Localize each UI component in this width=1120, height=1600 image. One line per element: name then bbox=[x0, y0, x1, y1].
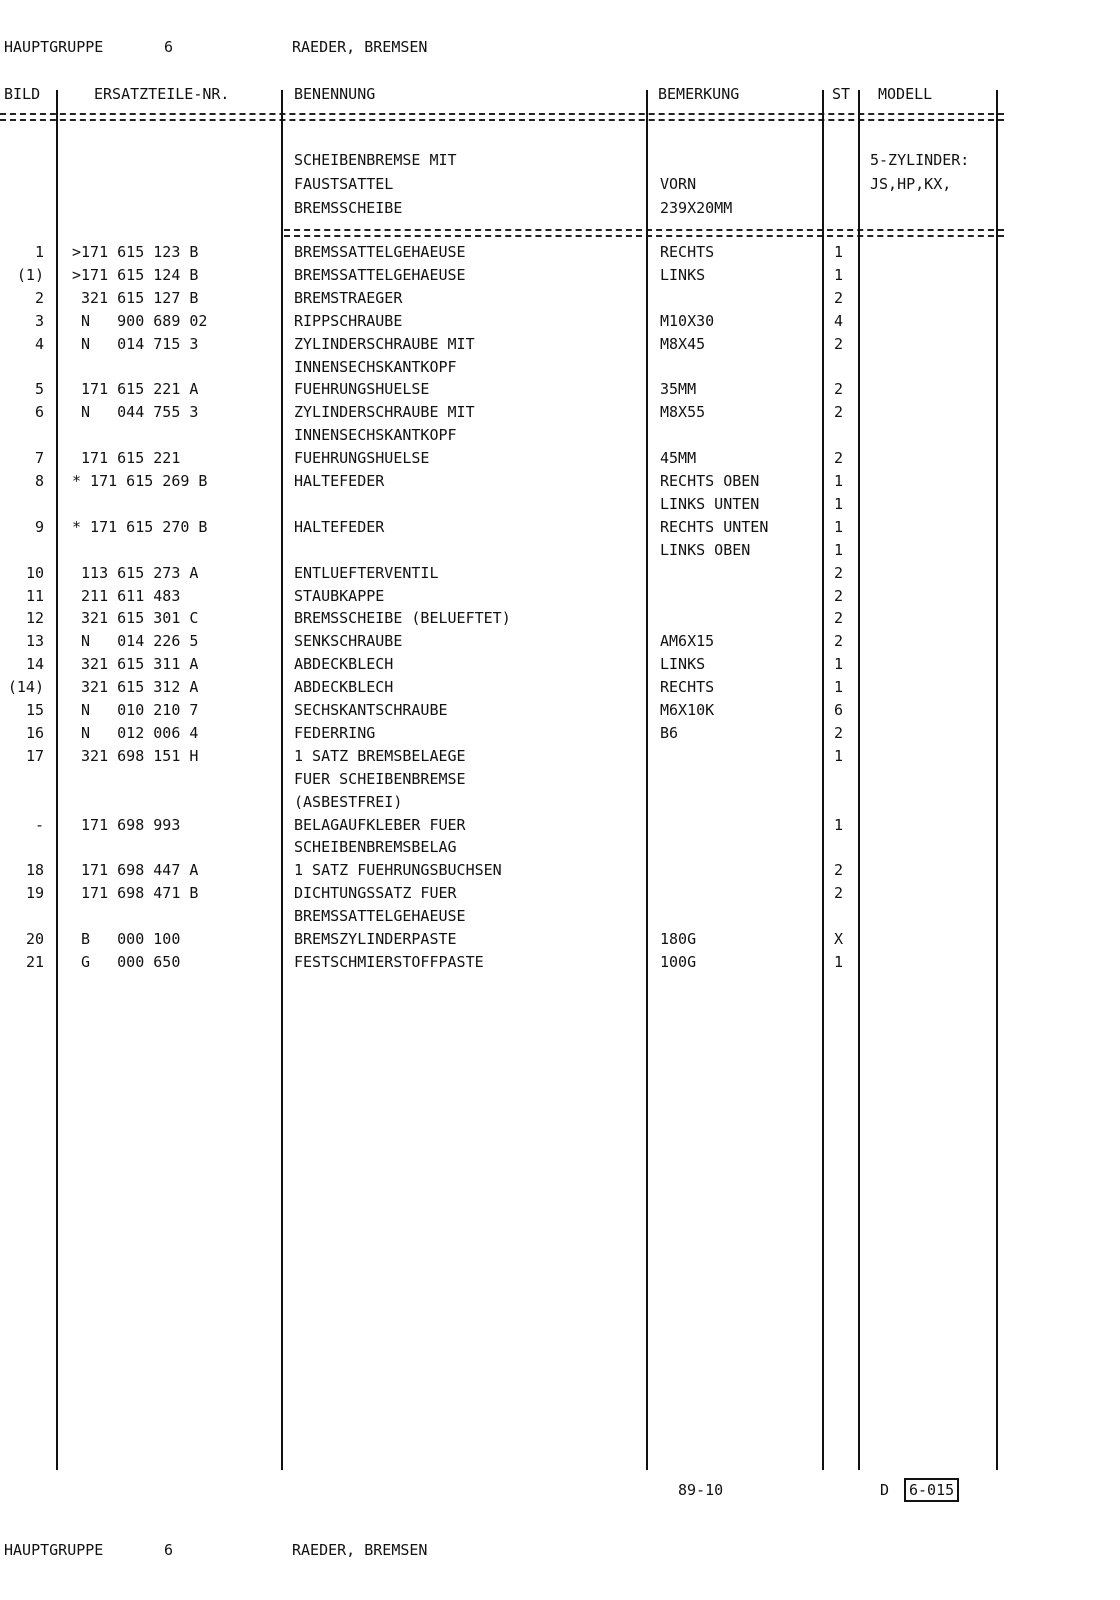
row-bild: 10 bbox=[25, 564, 44, 582]
header-rule bbox=[0, 113, 1004, 115]
header-group-number: 6 bbox=[164, 38, 174, 56]
row-name: BREMSSCHEIBE (BELUEFTET) bbox=[294, 609, 511, 627]
row-bild: 20 bbox=[25, 930, 44, 948]
row-name: HALTEFEDER bbox=[294, 518, 385, 536]
col-header-part-number: ERSATZTEILE-NR. bbox=[94, 85, 230, 103]
row-name: FUEHRUNGSHUELSE bbox=[294, 449, 430, 467]
row-st: 2 bbox=[834, 335, 844, 353]
row-remark: RECHTS bbox=[660, 678, 715, 696]
row-bild: - bbox=[34, 816, 44, 834]
row-bild: (1) bbox=[16, 266, 44, 284]
row-part-number: N 044 755 3 bbox=[72, 403, 199, 421]
row-st: 1 bbox=[834, 472, 844, 490]
row-remark: 45MM bbox=[660, 449, 697, 467]
section-rule bbox=[284, 229, 1004, 231]
row-part-number: 321 615 312 A bbox=[72, 678, 199, 696]
col-header-name: BENENNUNG bbox=[294, 85, 376, 103]
row-name: ZYLINDERSCHRAUBE MIT bbox=[294, 403, 475, 421]
row-st: 1 bbox=[834, 953, 844, 971]
column-divider-6 bbox=[996, 90, 998, 1470]
row-remark: LINKS bbox=[660, 655, 706, 673]
column-divider-3 bbox=[646, 90, 648, 1470]
row-name: STAUBKAPPE bbox=[294, 587, 385, 605]
row-st: 1 bbox=[834, 816, 844, 834]
row-part-number: 321 615 127 B bbox=[72, 289, 199, 307]
row-name: INNENSECHSKANTKOPF bbox=[294, 426, 457, 444]
row-part-number: N 012 006 4 bbox=[72, 724, 199, 742]
row-st: 6 bbox=[834, 701, 844, 719]
col-header-model: MODELL bbox=[878, 85, 933, 103]
row-bild: 17 bbox=[25, 747, 44, 765]
row-name: SCHEIBENBREMSBELAG bbox=[294, 838, 457, 856]
header-group-title: RAEDER, BREMSEN bbox=[292, 38, 428, 56]
section-model-line-1: 5-ZYLINDER: bbox=[870, 151, 970, 169]
row-bild: 16 bbox=[25, 724, 44, 742]
row-st: X bbox=[834, 930, 844, 948]
row-name: DICHTUNGSSATZ FUER bbox=[294, 884, 457, 902]
row-st: 1 bbox=[834, 541, 844, 559]
row-bild: (14) bbox=[7, 678, 44, 696]
row-st: 1 bbox=[834, 747, 844, 765]
section-model-line-2: JS,HP,KX, bbox=[870, 175, 952, 193]
row-bild: 8 bbox=[34, 472, 44, 490]
row-part-number: N 900 689 02 bbox=[72, 312, 208, 330]
row-part-number: 171 615 221 bbox=[72, 449, 181, 467]
row-part-number: 321 698 151 H bbox=[72, 747, 199, 765]
row-bild: 14 bbox=[25, 655, 44, 673]
row-remark: B6 bbox=[660, 724, 679, 742]
row-part-number: 171 698 993 bbox=[72, 816, 181, 834]
row-name: RIPPSCHRAUBE bbox=[294, 312, 403, 330]
row-st: 1 bbox=[834, 266, 844, 284]
row-name: BREMSSATTELGEHAEUSE bbox=[294, 266, 466, 284]
row-remark: 180G bbox=[660, 930, 697, 948]
row-bild: 21 bbox=[25, 953, 44, 971]
row-st: 2 bbox=[834, 380, 844, 398]
row-name: BREMSSATTELGEHAEUSE bbox=[294, 907, 466, 925]
row-st: 2 bbox=[834, 861, 844, 879]
row-name: ABDECKBLECH bbox=[294, 655, 394, 673]
row-bild: 3 bbox=[34, 312, 44, 330]
row-remark: M8X45 bbox=[660, 335, 706, 353]
row-remark: M10X30 bbox=[660, 312, 715, 330]
row-remark: M8X55 bbox=[660, 403, 706, 421]
row-part-number: 321 615 311 A bbox=[72, 655, 199, 673]
row-bild: 5 bbox=[34, 380, 44, 398]
row-name: HALTEFEDER bbox=[294, 472, 385, 490]
footer-group-number: 6 bbox=[164, 1541, 174, 1559]
column-divider-5 bbox=[858, 90, 860, 1470]
row-bild: 9 bbox=[34, 518, 44, 536]
footer-lang: D bbox=[880, 1481, 890, 1499]
col-header-remark: BEMERKUNG bbox=[658, 85, 740, 103]
row-bild: 12 bbox=[25, 609, 44, 627]
row-remark: 100G bbox=[660, 953, 697, 971]
row-remark: LINKS UNTEN bbox=[660, 495, 760, 513]
section-rule-2 bbox=[284, 235, 1004, 237]
row-part-number: N 010 210 7 bbox=[72, 701, 199, 719]
row-st: 2 bbox=[834, 632, 844, 650]
row-st: 2 bbox=[834, 587, 844, 605]
row-name: FUER SCHEIBENBREMSE bbox=[294, 770, 466, 788]
section-title-line-1: SCHEIBENBREMSE MIT bbox=[294, 151, 457, 169]
row-part-number: 321 615 301 C bbox=[72, 609, 199, 627]
footer-group-label: HAUPTGRUPPE bbox=[4, 1541, 104, 1559]
row-part-number: 211 611 483 bbox=[72, 587, 181, 605]
col-header-st: ST bbox=[832, 85, 851, 103]
row-st: 2 bbox=[834, 449, 844, 467]
row-name: BREMSTRAEGER bbox=[294, 289, 403, 307]
row-remark: RECHTS UNTEN bbox=[660, 518, 769, 536]
row-st: 1 bbox=[834, 243, 844, 261]
row-name: ENTLUEFTERVENTIL bbox=[294, 564, 439, 582]
row-remark: LINKS OBEN bbox=[660, 541, 751, 559]
section-title-line-3: BREMSSCHEIBE bbox=[294, 199, 403, 217]
row-bild: 6 bbox=[34, 403, 44, 421]
row-st: 1 bbox=[834, 678, 844, 696]
row-remark: 35MM bbox=[660, 380, 697, 398]
col-header-bild: BILD bbox=[4, 85, 41, 103]
row-name: ABDECKBLECH bbox=[294, 678, 394, 696]
row-st: 1 bbox=[834, 655, 844, 673]
section-remark-line-2: VORN bbox=[660, 175, 697, 193]
row-name: 1 SATZ BREMSBELAEGE bbox=[294, 747, 466, 765]
row-bild: 2 bbox=[34, 289, 44, 307]
row-bild: 7 bbox=[34, 449, 44, 467]
row-name: FUEHRUNGSHUELSE bbox=[294, 380, 430, 398]
section-title-line-2: FAUSTSATTEL bbox=[294, 175, 394, 193]
row-remark: M6X10K bbox=[660, 701, 715, 719]
column-divider-2 bbox=[281, 90, 283, 1470]
row-bild: 13 bbox=[25, 632, 44, 650]
row-st: 2 bbox=[834, 609, 844, 627]
row-part-number: N 014 715 3 bbox=[72, 335, 199, 353]
row-bild: 15 bbox=[25, 701, 44, 719]
row-st: 1 bbox=[834, 495, 844, 513]
row-part-number: 171 698 471 B bbox=[72, 884, 199, 902]
column-divider-4 bbox=[822, 90, 824, 1470]
row-name: BREMSSATTELGEHAEUSE bbox=[294, 243, 466, 261]
row-remark: RECHTS bbox=[660, 243, 715, 261]
row-st: 2 bbox=[834, 289, 844, 307]
row-part-number: 171 615 221 A bbox=[72, 380, 199, 398]
row-name: SECHSKANTSCHRAUBE bbox=[294, 701, 448, 719]
row-st: 2 bbox=[834, 403, 844, 421]
row-bild: 1 bbox=[34, 243, 44, 261]
row-st: 2 bbox=[834, 724, 844, 742]
row-bild: 18 bbox=[25, 861, 44, 879]
row-name: BREMSZYLINDERPASTE bbox=[294, 930, 457, 948]
footer-group-title: RAEDER, BREMSEN bbox=[292, 1541, 428, 1559]
row-bild: 4 bbox=[34, 335, 44, 353]
row-name: FESTSCHMIERSTOFFPASTE bbox=[294, 953, 484, 971]
row-part-number: * 171 615 269 B bbox=[72, 472, 208, 490]
row-remark: AM6X15 bbox=[660, 632, 715, 650]
row-st: 4 bbox=[834, 312, 844, 330]
row-name: INNENSECHSKANTKOPF bbox=[294, 358, 457, 376]
footer-date: 89-10 bbox=[678, 1481, 724, 1499]
header-rule-2 bbox=[0, 119, 1004, 121]
row-part-number: B 000 100 bbox=[72, 930, 181, 948]
row-st: 2 bbox=[834, 564, 844, 582]
row-part-number: >171 615 123 B bbox=[72, 243, 199, 261]
column-divider-1 bbox=[56, 90, 58, 1470]
row-part-number: G 000 650 bbox=[72, 953, 181, 971]
row-bild: 11 bbox=[25, 587, 44, 605]
row-remark: LINKS bbox=[660, 266, 706, 284]
header-group-label: HAUPTGRUPPE bbox=[4, 38, 104, 56]
footer-page-ref: 6-015 bbox=[904, 1478, 959, 1502]
row-part-number: >171 615 124 B bbox=[72, 266, 199, 284]
row-name: ZYLINDERSCHRAUBE MIT bbox=[294, 335, 475, 353]
row-name: FEDERRING bbox=[294, 724, 376, 742]
row-part-number: N 014 226 5 bbox=[72, 632, 199, 650]
row-bild: 19 bbox=[25, 884, 44, 902]
section-remark-line-3: 239X20MM bbox=[660, 199, 733, 217]
row-st: 1 bbox=[834, 518, 844, 536]
row-part-number: 171 698 447 A bbox=[72, 861, 199, 879]
row-remark: RECHTS OBEN bbox=[660, 472, 760, 490]
row-part-number: 113 615 273 A bbox=[72, 564, 199, 582]
row-name: (ASBESTFREI) bbox=[294, 793, 403, 811]
row-name: SENKSCHRAUBE bbox=[294, 632, 403, 650]
row-name: BELAGAUFKLEBER FUER bbox=[294, 816, 466, 834]
row-st: 2 bbox=[834, 884, 844, 902]
row-part-number: * 171 615 270 B bbox=[72, 518, 208, 536]
row-name: 1 SATZ FUEHRUNGSBUCHSEN bbox=[294, 861, 502, 879]
